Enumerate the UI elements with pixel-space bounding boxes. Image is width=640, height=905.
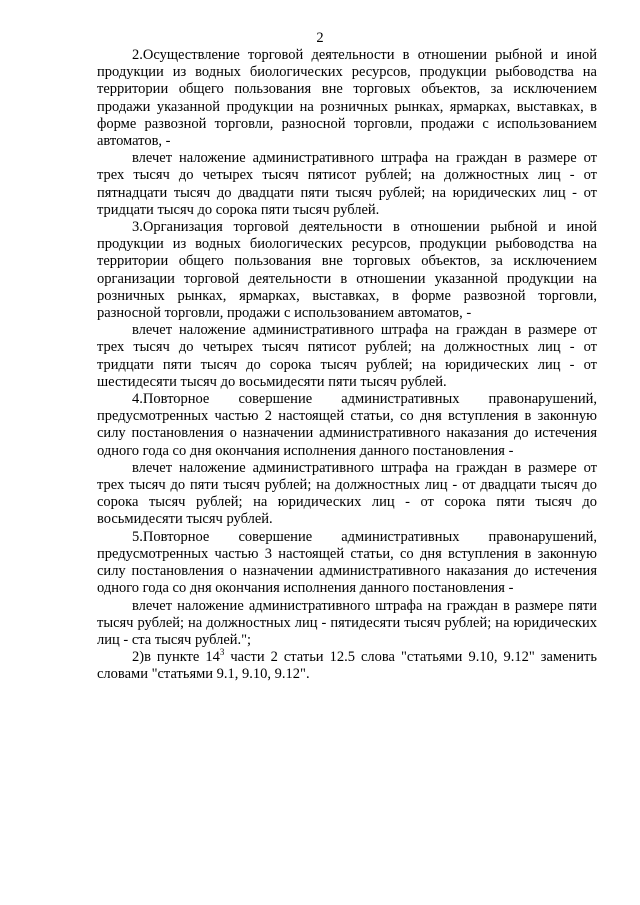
page-number: 2 <box>316 30 324 46</box>
paragraph-part-2-penalty: влечет наложение административного штрафа на граждан в размере от трех тысяч до четырех тысяч пятисот рублей; на должностных лиц - от пятнадцати тысяч до двадцати пяти тысяч рублей; на юридических лиц - от тридцати тысяч до сорока пяти тысяч рублей. <box>97 150 597 218</box>
paragraph-part-5: 5.Повторное совершение административных правонарушений, предусмотренных частью 3 настоящей статьи, со дня вступления в законную силу постановления о назначении административного наказания до истечения одного года со дня окончания исполнения данного постановления - <box>97 528 597 597</box>
document-body <box>97 47 597 684</box>
amendment-text-end: части 2 статьи 12.5 слова "статьями 9.10, 9.12" заменить словами "статьями 9.1, 9.10, 9.12". <box>97 649 597 683</box>
paragraph-part-2: 2.Осуществление торговой деятельности в отношении рыбной и иной продукции из водных биологических ресурсов, продукции рыбоводства на территории общего пользования вне торговых объектов, за исключением продажи указанной продукции на розничных рынках, ярмарках, выставках, в форме развозной торговли, разносной торговли, продажи с использованием автоматов, - <box>97 47 597 150</box>
paragraph-part-3-penalty: влечет наложение административного штрафа на граждан в размере от трех тысяч до четырех тысяч пятисот рублей; на должностных лиц - от тридцати пяти тысяч до сорока тысяч рублей; на юридических лиц - от шестидесяти тысяч до восьмидесяти пяти тысяч рублей. <box>97 322 597 390</box>
paragraph-part-3: 3.Организация торговой деятельности в отношении рыбной и иной продукции из водных биологических ресурсов, продукции рыбоводства на территории общего пользования вне торговых объектов, за исключением организации торговой деятельности в отношении указанной продукции на розничных рынках, ярмарках, выставках, в форме развозной торговли, разносной торговли, продажи с использованием автоматов, - <box>97 219 597 322</box>
paragraph-part-4-penalty: влечет наложение административного штрафа на граждан в размере от трех тысяч до пяти тысяч рублей; на должностных лиц - от двадцати тысяч до сорока тысяч рублей; на юридических лиц - от сорока пяти тысяч до восьмидесяти тысяч рублей. <box>97 459 597 528</box>
paragraph-part-4: 4.Повторное совершение административных правонарушений, предусмотренных частью 2 настоящей статьи, со дня вступления в законную силу постановления о назначении административного наказания до истечения одного года со дня окончания исполнения данного постановления - <box>97 391 597 459</box>
amendment-superscript: 3 <box>219 647 225 658</box>
paragraph-part-5-penalty: влечет наложение административного штрафа на граждан в размере пяти тысяч рублей; на должностных лиц - пятидесяти тысяч рублей; на юридических лиц - ста тысяч рублей."; <box>97 597 597 648</box>
amendment-text-start: 2)в пункте 14 <box>132 649 220 666</box>
paragraph-amendment <box>97 649 597 683</box>
